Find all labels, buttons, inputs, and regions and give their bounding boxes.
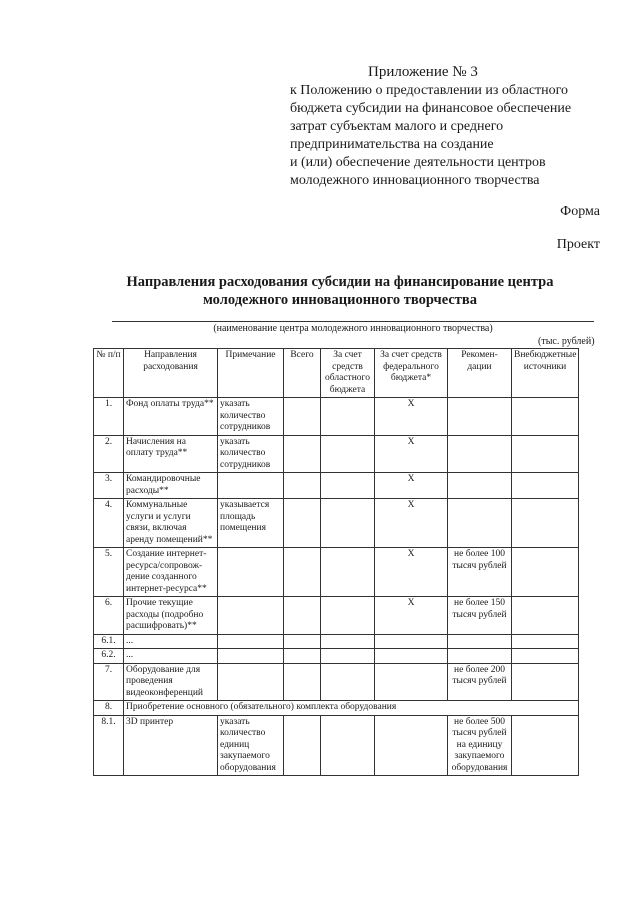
cell-direction: Начисления на оплату труда**	[124, 435, 218, 473]
cell-extra	[512, 663, 579, 701]
form-label: Форма	[560, 204, 600, 219]
cell-extra	[512, 597, 579, 635]
cell-extra	[512, 435, 579, 473]
annex-line: и (или) обеспечение деятельности центров	[290, 155, 546, 170]
cell-note	[218, 473, 284, 499]
cell-direction: ...	[124, 634, 218, 649]
cell-regional	[321, 597, 375, 635]
cell-recommend: не более 500 тысяч рублей на единицу закупаемого оборудования	[448, 715, 512, 776]
table-row	[94, 435, 579, 473]
cell-total	[284, 597, 321, 635]
table-section-row	[94, 701, 579, 716]
cell-federal	[375, 634, 448, 649]
cell-federal: X	[375, 597, 448, 635]
cell-federal: X	[375, 435, 448, 473]
cell-recommend	[448, 649, 512, 664]
cell-recommend	[448, 398, 512, 436]
table-row	[94, 663, 579, 701]
cell-extra	[512, 548, 579, 597]
header-federal: За счет средств федерального бюджета*	[375, 349, 448, 398]
cell-recommend	[448, 634, 512, 649]
table-row	[94, 398, 579, 436]
cell-direction: Оборудование для проведения видеоконференций	[124, 663, 218, 701]
document-title-line1: Направления расходования субсидии на финансирование центра	[126, 274, 554, 290]
cell-regional	[321, 634, 375, 649]
header-total: Всего	[284, 349, 321, 398]
table-row	[94, 548, 579, 597]
cell-regional	[321, 499, 375, 548]
cell-num: 2.	[94, 435, 124, 473]
cell-total	[284, 435, 321, 473]
cell-direction: Коммунальные услуги и услуги связи, включая аренду помещений**	[124, 499, 218, 548]
annex-line: к Положению о предоставлении из областного	[290, 83, 569, 98]
cell-regional	[321, 548, 375, 597]
table-row	[94, 499, 579, 548]
cell-recommend: не более 150 тысяч рублей	[448, 597, 512, 635]
cell-num: 7.	[94, 663, 124, 701]
cell-federal: X	[375, 473, 448, 499]
table-header-row	[94, 349, 579, 398]
cell-direction: Прочие текущие расходы (подробно расшифровать)**	[124, 597, 218, 635]
cell-total	[284, 548, 321, 597]
cell-recommend: не более 100 тысяч рублей	[448, 548, 512, 597]
table-row	[94, 473, 579, 499]
cell-recommend	[448, 435, 512, 473]
cell-regional	[321, 663, 375, 701]
cell-note	[218, 663, 284, 701]
cell-federal	[375, 649, 448, 664]
center-name-line	[112, 321, 594, 322]
table-row	[94, 715, 579, 776]
cell-extra	[512, 715, 579, 776]
cell-num: 1.	[94, 398, 124, 436]
cell-total	[284, 634, 321, 649]
cell-recommend: не более 200 тысяч рублей	[448, 663, 512, 701]
cell-num: 4.	[94, 499, 124, 548]
cell-extra	[512, 649, 579, 664]
cell-direction: 3D принтер	[124, 715, 218, 776]
cell-num: 6.	[94, 597, 124, 635]
cell-note: указать количество сотрудников	[218, 435, 284, 473]
cell-note	[218, 548, 284, 597]
document-title-line2: молодежного инновационного творчества	[203, 292, 477, 308]
header-note: Примечание	[218, 349, 284, 398]
cell-num: 8.	[94, 701, 124, 716]
cell-extra	[512, 398, 579, 436]
draft-label: Проект	[556, 237, 600, 252]
cell-direction: ...	[124, 649, 218, 664]
cell-recommend	[448, 499, 512, 548]
cell-regional	[321, 435, 375, 473]
cell-federal: X	[375, 499, 448, 548]
cell-extra	[512, 473, 579, 499]
cell-num: 6.2.	[94, 649, 124, 664]
cell-total	[284, 663, 321, 701]
table-row	[94, 649, 579, 664]
cell-federal: X	[375, 548, 448, 597]
cell-total	[284, 398, 321, 436]
cell-direction: Командировочные расходы**	[124, 473, 218, 499]
annex-title: Приложение № 3	[368, 64, 478, 80]
cell-num: 3.	[94, 473, 124, 499]
cell-regional	[321, 715, 375, 776]
annex-line: бюджета субсидии на финансовое обеспечение	[290, 101, 572, 116]
cell-note	[218, 649, 284, 664]
cell-note	[218, 597, 284, 635]
section-title: Приобретение основного (обязательного) комплекта оборудования	[124, 701, 579, 716]
cell-total	[284, 715, 321, 776]
cell-note: указать количество сотрудников	[218, 398, 284, 436]
cell-num: 5.	[94, 548, 124, 597]
units-label: (тыс. рублей)	[538, 336, 595, 347]
center-name-caption: (наименование центра молодежного инновационного творчества)	[213, 323, 493, 334]
cell-num: 6.1.	[94, 634, 124, 649]
document-title	[80, 273, 600, 309]
cell-num: 8.1.	[94, 715, 124, 776]
table-row	[94, 634, 579, 649]
cell-federal	[375, 663, 448, 701]
cell-extra	[512, 499, 579, 548]
annex-line: молодежного инновационного творчества	[290, 173, 540, 188]
annex-line: затрат субъектам малого и среднего	[290, 119, 504, 134]
cell-total	[284, 473, 321, 499]
annex-line: предпринимательства на создание	[290, 137, 494, 152]
cell-note	[218, 634, 284, 649]
cell-regional	[321, 473, 375, 499]
expenses-table	[93, 348, 579, 776]
header-num: № п/п	[94, 349, 124, 398]
cell-extra	[512, 634, 579, 649]
table-row	[94, 597, 579, 635]
header-regional: За счет средств областного бюджета	[321, 349, 375, 398]
cell-federal: X	[375, 398, 448, 436]
cell-recommend	[448, 473, 512, 499]
cell-direction: Фонд оплаты труда**	[124, 398, 218, 436]
cell-direction: Создание интернет-ресурса/сопровож-дение созданного интернет-ресурса**	[124, 548, 218, 597]
header-direction: Направления расходования	[124, 349, 218, 398]
annex-body	[290, 82, 620, 190]
cell-regional	[321, 649, 375, 664]
header-extra: Внебюджетные источники	[512, 349, 579, 398]
header-recommend: Рекомен-дации	[448, 349, 512, 398]
cell-regional	[321, 398, 375, 436]
cell-note: указывается площадь помещения	[218, 499, 284, 548]
cell-total	[284, 499, 321, 548]
cell-total	[284, 649, 321, 664]
cell-federal	[375, 715, 448, 776]
cell-note: указать количество единиц закупаемого оборудования	[218, 715, 284, 776]
